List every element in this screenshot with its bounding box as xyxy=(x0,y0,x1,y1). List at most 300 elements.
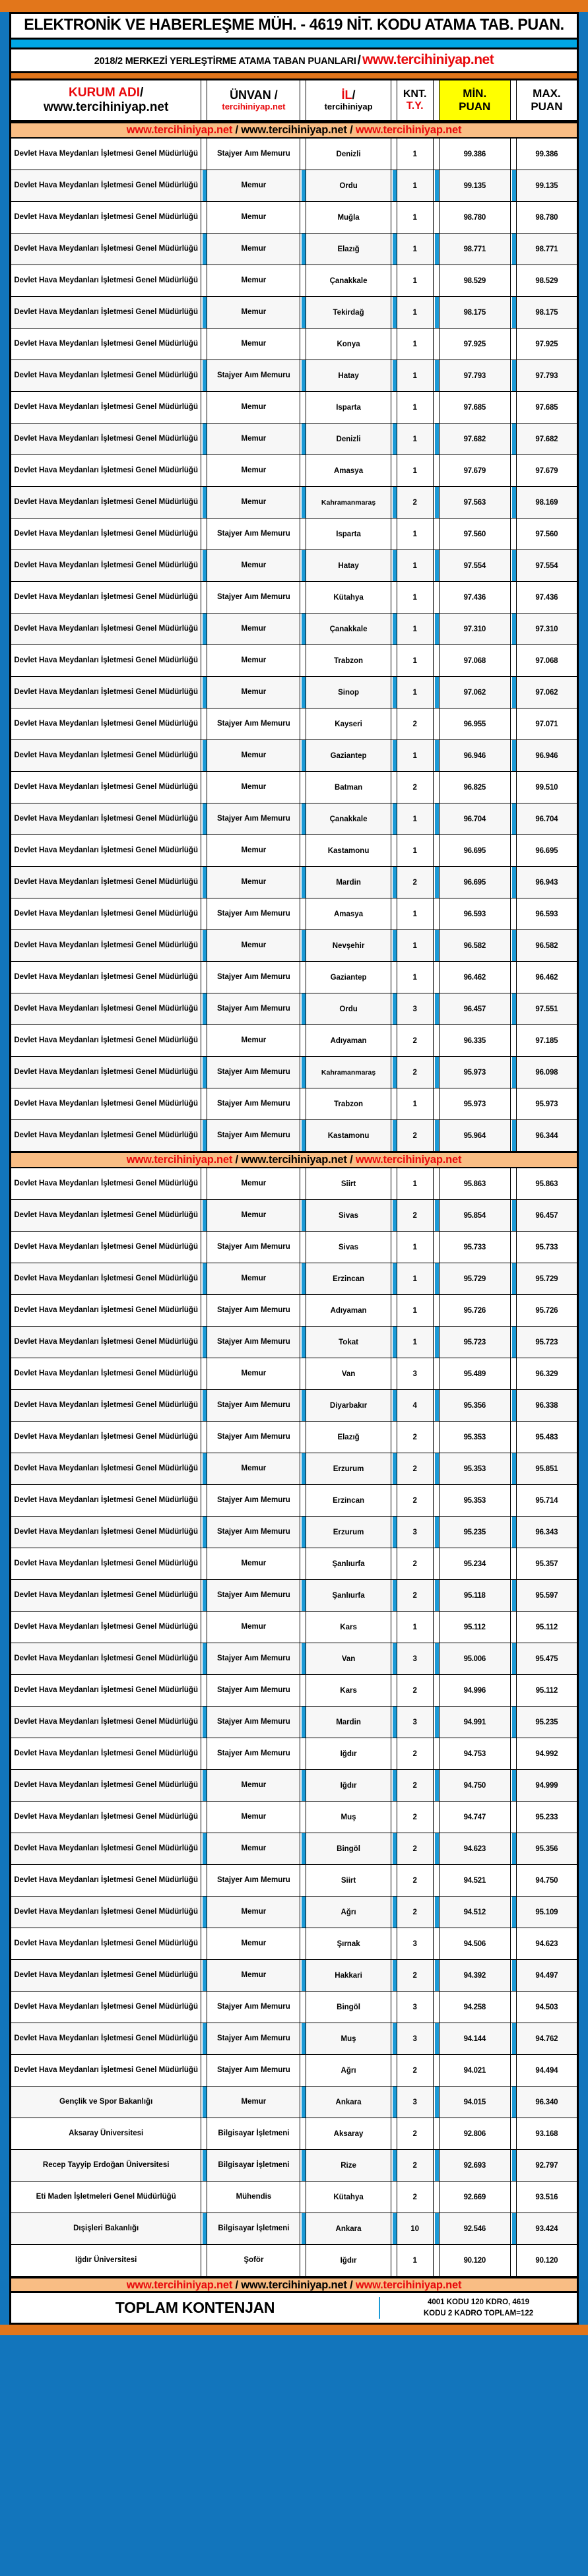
column-separator xyxy=(201,898,207,930)
table-row[interactable] xyxy=(11,1612,577,1643)
column-separator xyxy=(511,2245,517,2277)
column-separator xyxy=(300,392,306,424)
table-row[interactable] xyxy=(11,962,577,993)
cell-min-puan: 95.353 xyxy=(440,1485,511,1517)
column-separator xyxy=(511,1517,517,1548)
cell-il: Adıyaman xyxy=(306,1295,391,1327)
column-separator xyxy=(391,740,397,772)
cell-il: Mardin xyxy=(306,1707,391,1738)
cell-unvan: Stajyer Aım Memuru xyxy=(207,993,300,1025)
column-separator xyxy=(300,550,306,582)
ad-banner-cell xyxy=(11,122,577,139)
min-label: MİN. xyxy=(463,87,487,100)
column-separator xyxy=(511,329,517,360)
cell-unvan: Memur xyxy=(207,1548,300,1580)
column-separator xyxy=(300,1088,306,1120)
cell-kurum: Devlet Hava Meydanları İşletmesi Genel Müdürlüğü xyxy=(11,1580,201,1612)
table-row[interactable] xyxy=(11,1422,577,1453)
cell-il: Tokat xyxy=(306,1327,391,1358)
column-separator xyxy=(511,1643,517,1675)
cell-il: Hakkari xyxy=(306,1960,391,1992)
table-row[interactable] xyxy=(11,297,577,329)
cell-kurum: Devlet Hava Meydanları İşletmesi Genel Müdürlüğü xyxy=(11,1992,201,2023)
cell-kurum: Devlet Hava Meydanları İşletmesi Genel Müdürlüğü xyxy=(11,518,201,550)
column-separator xyxy=(434,1025,440,1057)
column-separator xyxy=(434,392,440,424)
column-separator xyxy=(511,1485,517,1517)
column-separator xyxy=(201,392,207,424)
cell-il: Bingöl xyxy=(306,1992,391,2023)
cell-il: Elazığ xyxy=(306,1422,391,1453)
column-separator xyxy=(434,1232,440,1263)
cell-max-puan: 96.704 xyxy=(517,803,577,835)
cell-min-puan: 95.112 xyxy=(440,1612,511,1643)
cell-knt: 3 xyxy=(397,2087,434,2118)
column-separator xyxy=(300,835,306,867)
column-separator xyxy=(391,1200,397,1232)
column-separator xyxy=(511,613,517,645)
cell-max-puan: 95.729 xyxy=(517,1263,577,1295)
column-separator xyxy=(201,1580,207,1612)
footer-banner-link-3[interactable]: www.tercihiniyap.net xyxy=(355,2279,462,2291)
column-separator xyxy=(201,2182,207,2213)
table-row[interactable] xyxy=(11,835,577,867)
column-separator xyxy=(201,1770,207,1802)
cell-max-puan: 96.340 xyxy=(517,2087,577,2118)
column-separator xyxy=(391,835,397,867)
cell-kurum: Devlet Hava Meydanları İşletmesi Genel Müdürlüğü xyxy=(11,139,201,170)
table-row[interactable] xyxy=(11,1025,577,1057)
banner-link-1[interactable]: www.tercihiniyap.net xyxy=(126,124,233,136)
column-separator xyxy=(434,1643,440,1675)
cell-kurum: Devlet Hava Meydanları İşletmesi Genel Müdürlüğü xyxy=(11,455,201,487)
column-separator xyxy=(300,360,306,392)
column-separator xyxy=(300,1200,306,1232)
cell-min-puan: 96.955 xyxy=(440,708,511,740)
cell-unvan: Stajyer Aım Memuru xyxy=(207,1865,300,1897)
table-row[interactable] xyxy=(11,1580,577,1612)
cell-min-puan: 95.118 xyxy=(440,1580,511,1612)
cell-il: Kastamonu xyxy=(306,835,391,867)
cell-knt: 1 xyxy=(397,740,434,772)
table-row[interactable] xyxy=(11,1120,577,1152)
column-separator xyxy=(511,1707,517,1738)
cell-il: Şanlıurfa xyxy=(306,1580,391,1612)
footer-banner-link-2[interactable]: www.tercihiniyap.net xyxy=(241,2279,347,2291)
table-row[interactable] xyxy=(11,993,577,1025)
cell-min-puan: 95.973 xyxy=(440,1088,511,1120)
table-row[interactable] xyxy=(11,424,577,455)
table-row[interactable] xyxy=(11,234,577,265)
table-row[interactable] xyxy=(11,139,577,170)
column-separator xyxy=(391,708,397,740)
table-row[interactable] xyxy=(11,2245,577,2277)
cell-unvan: Stajyer Aım Memuru xyxy=(207,1295,300,1327)
table-row[interactable] xyxy=(11,2087,577,2118)
cell-kurum: Dışişleri Bakanlığı xyxy=(11,2213,201,2245)
table-row[interactable] xyxy=(11,1517,577,1548)
table-row[interactable] xyxy=(11,455,577,487)
cell-max-puan: 96.344 xyxy=(517,1120,577,1152)
cell-knt: 2 xyxy=(397,1580,434,1612)
column-separator xyxy=(511,1358,517,1390)
cell-min-puan: 94.144 xyxy=(440,2023,511,2055)
table-row[interactable] xyxy=(11,2150,577,2182)
cell-unvan: Stajyer Aım Memuru xyxy=(207,2055,300,2087)
subtitle-website-link[interactable]: www.tercihiniyap.net xyxy=(362,52,494,67)
cell-max-puan: 94.503 xyxy=(517,1992,577,2023)
table-body xyxy=(11,80,577,2277)
table-row[interactable] xyxy=(11,1548,577,1580)
column-separator xyxy=(511,360,517,392)
cell-max-puan: 97.554 xyxy=(517,550,577,582)
column-separator xyxy=(300,518,306,550)
cell-kurum: Devlet Hava Meydanları İşletmesi Genel Müdürlüğü xyxy=(11,1422,201,1453)
table-row[interactable] xyxy=(11,1485,577,1517)
column-separator xyxy=(434,803,440,835)
cell-il: Kahramanmaraş xyxy=(306,1057,391,1088)
cell-max-puan: 96.582 xyxy=(517,930,577,962)
cell-max-puan: 95.233 xyxy=(517,1802,577,1833)
cell-max-puan: 96.098 xyxy=(517,1057,577,1088)
table-row[interactable] xyxy=(11,867,577,898)
table-row[interactable] xyxy=(11,329,577,360)
cell-unvan: Stajyer Aım Memuru xyxy=(207,1580,300,1612)
column-separator xyxy=(391,1612,397,1643)
cell-unvan: Memur xyxy=(207,487,300,518)
table-row[interactable] xyxy=(11,2055,577,2087)
cell-max-puan: 95.973 xyxy=(517,1088,577,1120)
cell-il: Kayseri xyxy=(306,708,391,740)
column-separator xyxy=(391,2087,397,2118)
table-row[interactable] xyxy=(11,772,577,803)
cell-knt: 3 xyxy=(397,1992,434,2023)
column-separator xyxy=(511,1738,517,1770)
table-row[interactable] xyxy=(11,677,577,708)
cell-knt: 1 xyxy=(397,392,434,424)
cell-min-puan: 97.793 xyxy=(440,360,511,392)
column-separator xyxy=(391,1833,397,1865)
table-row[interactable] xyxy=(11,392,577,424)
column-separator xyxy=(300,2023,306,2055)
cell-kurum: Devlet Hava Meydanları İşletmesi Genel Müdürlüğü xyxy=(11,1643,201,1675)
cell-unvan: Memur xyxy=(207,455,300,487)
cell-max-puan: 94.762 xyxy=(517,2023,577,2055)
column-separator xyxy=(434,550,440,582)
column-separator xyxy=(511,80,517,122)
banner-link-3[interactable]: www.tercihiniyap.net xyxy=(355,1154,462,1166)
column-separator xyxy=(391,898,397,930)
cell-unvan: Memur xyxy=(207,234,300,265)
cell-knt: 3 xyxy=(397,1358,434,1390)
table-row[interactable] xyxy=(11,1453,577,1485)
column-separator xyxy=(434,740,440,772)
cell-knt: 4 xyxy=(397,1390,434,1422)
cell-kurum: Devlet Hava Meydanları İşletmesi Genel Müdürlüğü xyxy=(11,1390,201,1422)
cell-min-puan: 96.695 xyxy=(440,867,511,898)
column-separator xyxy=(300,1707,306,1738)
cell-kurum: Recep Tayyip Erdoğan Üniversitesi xyxy=(11,2150,201,2182)
column-separator xyxy=(434,2245,440,2277)
table-row[interactable] xyxy=(11,1390,577,1422)
column-separator xyxy=(434,139,440,170)
cell-il: Sivas xyxy=(306,1232,391,1263)
cell-unvan: Stajyer Aım Memuru xyxy=(207,518,300,550)
cell-kurum: Devlet Hava Meydanları İşletmesi Genel Müdürlüğü xyxy=(11,1485,201,1517)
cell-kurum: Devlet Hava Meydanları İşletmesi Genel Müdürlüğü xyxy=(11,329,201,360)
column-separator xyxy=(300,1025,306,1057)
cell-il: Batman xyxy=(306,772,391,803)
cell-unvan: Stajyer Aım Memuru xyxy=(207,1675,300,1707)
cell-max-puan: 94.992 xyxy=(517,1738,577,1770)
column-separator xyxy=(201,1295,207,1327)
banner-link-2[interactable]: www.tercihiniyap.net xyxy=(241,1154,347,1166)
column-separator xyxy=(201,1928,207,1960)
cell-il: Ağrı xyxy=(306,1897,391,1928)
banner-link-3[interactable]: www.tercihiniyap.net xyxy=(355,124,462,136)
cell-knt: 2 xyxy=(397,867,434,898)
cell-min-puan: 97.436 xyxy=(440,582,511,613)
cell-min-puan: 95.854 xyxy=(440,1200,511,1232)
cell-kurum: Devlet Hava Meydanları İşletmesi Genel Müdürlüğü xyxy=(11,1088,201,1120)
cell-il: Hatay xyxy=(306,360,391,392)
column-separator xyxy=(511,1168,517,1200)
column-separator xyxy=(201,2087,207,2118)
column-separator xyxy=(201,202,207,234)
column-separator xyxy=(511,772,517,803)
cell-knt: 3 xyxy=(397,2023,434,2055)
cell-il: Aksaray xyxy=(306,2118,391,2150)
table-row[interactable] xyxy=(11,1263,577,1295)
table-row[interactable] xyxy=(11,1088,577,1120)
cell-kurum: Devlet Hava Meydanları İşletmesi Genel Müdürlüğü xyxy=(11,1928,201,1960)
table-row[interactable] xyxy=(11,1992,577,2023)
column-separator xyxy=(201,613,207,645)
column-separator xyxy=(511,708,517,740)
cell-il: Isparta xyxy=(306,518,391,550)
table-row[interactable] xyxy=(11,2023,577,2055)
il-label: İL xyxy=(341,88,352,102)
column-separator xyxy=(300,170,306,202)
cell-max-puan: 94.623 xyxy=(517,1928,577,1960)
cell-knt: 2 xyxy=(397,1897,434,1928)
table-row[interactable] xyxy=(11,1897,577,1928)
column-separator xyxy=(391,1802,397,1833)
column-separator xyxy=(391,1992,397,2023)
cell-max-puan: 97.682 xyxy=(517,424,577,455)
cell-max-puan: 96.946 xyxy=(517,740,577,772)
column-separator xyxy=(434,1485,440,1517)
cell-max-puan: 96.695 xyxy=(517,835,577,867)
il-site: tercihiniyap xyxy=(324,101,373,111)
table-row[interactable] xyxy=(11,265,577,297)
column-separator xyxy=(434,1263,440,1295)
cell-min-puan: 96.335 xyxy=(440,1025,511,1057)
cell-unvan: Stajyer Aım Memuru xyxy=(207,1120,300,1152)
column-separator xyxy=(201,265,207,297)
table-row[interactable] xyxy=(11,582,577,613)
subtitle-text: 2018/2 MERKEZİ YERLEŞTİRME ATAMA TABAN PUANLARI xyxy=(94,56,356,67)
banner-link-1[interactable]: www.tercihiniyap.net xyxy=(126,1154,233,1166)
table-row[interactable] xyxy=(11,1960,577,1992)
cell-max-puan: 98.175 xyxy=(517,297,577,329)
table-row[interactable] xyxy=(11,360,577,392)
table-row[interactable] xyxy=(11,708,577,740)
cell-max-puan: 95.726 xyxy=(517,1295,577,1327)
table-row[interactable] xyxy=(11,1295,577,1327)
column-separator xyxy=(434,2182,440,2213)
table-header-row xyxy=(11,80,577,122)
column-separator xyxy=(201,803,207,835)
cell-min-puan: 97.682 xyxy=(440,424,511,455)
table-row[interactable] xyxy=(11,645,577,677)
column-separator xyxy=(511,1833,517,1865)
table-row[interactable] xyxy=(11,803,577,835)
cell-min-puan: 99.135 xyxy=(440,170,511,202)
column-separator xyxy=(300,2182,306,2213)
column-separator xyxy=(300,708,306,740)
cell-il: Van xyxy=(306,1643,391,1675)
table-row[interactable] xyxy=(11,1802,577,1833)
cell-unvan: Stajyer Aım Memuru xyxy=(207,708,300,740)
table-row[interactable] xyxy=(11,613,577,645)
cell-kurum: Devlet Hava Meydanları İşletmesi Genel Müdürlüğü xyxy=(11,2023,201,2055)
column-separator xyxy=(201,2023,207,2055)
column-separator xyxy=(300,1643,306,1675)
cell-min-puan: 94.991 xyxy=(440,1707,511,1738)
column-separator xyxy=(434,1802,440,1833)
table-row[interactable] xyxy=(11,1168,577,1200)
column-separator xyxy=(391,1327,397,1358)
cell-max-puan: 94.494 xyxy=(517,2055,577,2087)
column-separator xyxy=(391,1580,397,1612)
cell-min-puan: 94.521 xyxy=(440,1865,511,1897)
column-separator xyxy=(300,962,306,993)
table-row[interactable] xyxy=(11,202,577,234)
column-separator xyxy=(511,2023,517,2055)
footer-banner-link-1[interactable]: www.tercihiniyap.net xyxy=(126,2279,233,2291)
table-row[interactable] xyxy=(11,2118,577,2150)
column-separator xyxy=(300,1120,306,1152)
column-separator xyxy=(434,424,440,455)
cell-kurum: Devlet Hava Meydanları İşletmesi Genel Müdürlüğü xyxy=(11,1295,201,1327)
table-row[interactable] xyxy=(11,898,577,930)
column-separator xyxy=(511,1422,517,1453)
table-row[interactable] xyxy=(11,1833,577,1865)
cell-il: Ağrı xyxy=(306,2055,391,2087)
cell-kurum: Eti Maden İşletmeleri Genel Müdürlüğü xyxy=(11,2182,201,2213)
cell-min-puan: 94.753 xyxy=(440,1738,511,1770)
column-separator xyxy=(300,455,306,487)
column-separator xyxy=(201,170,207,202)
column-separator xyxy=(300,1992,306,2023)
page-title: ELEKTRONİK VE HABERLEŞME MÜH. - 4619 NİT. KODU ATAMA TAB. PUAN. xyxy=(24,16,564,34)
column-separator xyxy=(434,1088,440,1120)
cell-knt: 1 xyxy=(397,329,434,360)
cell-il: Kütahya xyxy=(306,2182,391,2213)
scores-table xyxy=(9,80,579,2278)
cell-min-puan: 95.973 xyxy=(440,1057,511,1088)
table-row[interactable] xyxy=(11,1675,577,1707)
table-row[interactable] xyxy=(11,1928,577,1960)
table-row[interactable] xyxy=(11,1707,577,1738)
table-row[interactable] xyxy=(11,1770,577,1802)
cell-unvan: Memur xyxy=(207,1928,300,1960)
column-separator xyxy=(434,2023,440,2055)
cell-knt: 2 xyxy=(397,1960,434,1992)
cell-il: Kütahya xyxy=(306,582,391,613)
cell-knt: 10 xyxy=(397,2213,434,2245)
cell-kurum: Devlet Hava Meydanları İşletmesi Genel Müdürlüğü xyxy=(11,1897,201,1928)
cell-unvan: Memur xyxy=(207,677,300,708)
cell-knt: 3 xyxy=(397,1643,434,1675)
table-row[interactable] xyxy=(11,1232,577,1263)
footer-total-row xyxy=(9,2293,579,2325)
column-separator xyxy=(300,1770,306,1802)
cell-knt: 1 xyxy=(397,424,434,455)
cell-min-puan: 97.925 xyxy=(440,329,511,360)
table-row[interactable] xyxy=(11,1057,577,1088)
note-line-1: 4001 KODU 120 KDRO, 4619 xyxy=(427,2298,530,2306)
banner-link-2[interactable]: www.tercihiniyap.net xyxy=(241,124,347,136)
table-row[interactable] xyxy=(11,930,577,962)
table-row[interactable] xyxy=(11,1643,577,1675)
column-separator xyxy=(511,1802,517,1833)
cell-kurum: Devlet Hava Meydanları İşletmesi Genel Müdürlüğü xyxy=(11,1548,201,1580)
kurum-site: www.tercihiniyap.net xyxy=(43,100,169,114)
cell-knt: 1 xyxy=(397,898,434,930)
cell-max-puan: 95.723 xyxy=(517,1327,577,1358)
cell-kurum: Gençlik ve Spor Bakanlığı xyxy=(11,2087,201,2118)
column-separator xyxy=(434,772,440,803)
cell-min-puan: 97.560 xyxy=(440,518,511,550)
cell-kurum: Devlet Hava Meydanları İşletmesi Genel Müdürlüğü xyxy=(11,1960,201,1992)
column-separator xyxy=(434,582,440,613)
cell-il: Erzurum xyxy=(306,1453,391,1485)
column-separator xyxy=(300,1327,306,1358)
table-row[interactable] xyxy=(11,740,577,772)
table-row[interactable] xyxy=(11,550,577,582)
column-separator xyxy=(511,455,517,487)
table-row[interactable] xyxy=(11,518,577,550)
cell-max-puan: 98.780 xyxy=(517,202,577,234)
table-row[interactable] xyxy=(11,1865,577,1897)
cell-max-puan: 97.679 xyxy=(517,455,577,487)
cell-knt: 2 xyxy=(397,2118,434,2150)
table-row[interactable] xyxy=(11,1358,577,1390)
column-separator xyxy=(434,329,440,360)
cell-max-puan: 97.925 xyxy=(517,329,577,360)
column-header-unvan xyxy=(207,80,300,122)
table-row[interactable] xyxy=(11,2213,577,2245)
column-separator xyxy=(391,518,397,550)
table-row[interactable] xyxy=(11,2182,577,2213)
table-row[interactable] xyxy=(11,487,577,518)
column-separator xyxy=(391,424,397,455)
table-row[interactable] xyxy=(11,170,577,202)
table-row[interactable] xyxy=(11,1200,577,1232)
column-separator xyxy=(391,1675,397,1707)
column-separator xyxy=(391,645,397,677)
cell-unvan: Stajyer Aım Memuru xyxy=(207,139,300,170)
column-separator xyxy=(434,1168,440,1200)
table-row[interactable] xyxy=(11,1738,577,1770)
cell-max-puan: 96.338 xyxy=(517,1390,577,1422)
table-row[interactable] xyxy=(11,1327,577,1358)
cell-unvan: Memur xyxy=(207,1025,300,1057)
column-separator xyxy=(201,455,207,487)
cell-knt: 1 xyxy=(397,1263,434,1295)
